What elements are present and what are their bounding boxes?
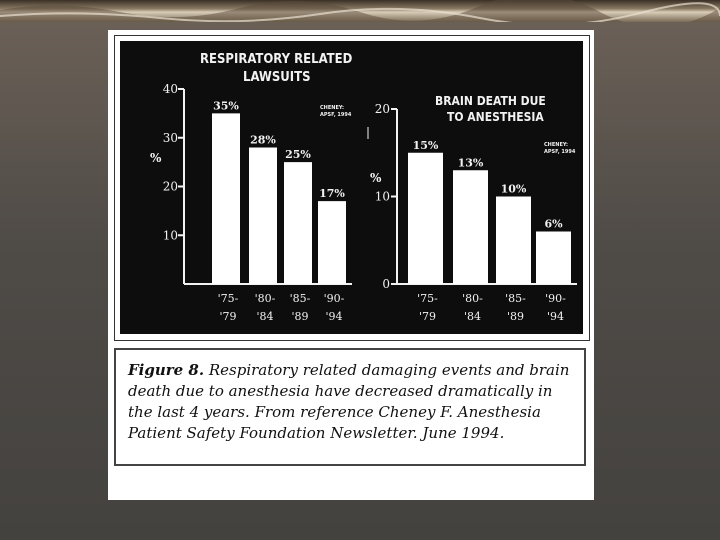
x-tick-label: '75- [417,292,438,305]
chart-title-line: TO ANESTHESIA [447,110,544,124]
bar [249,148,277,285]
chart-frame [114,35,590,341]
x-tick-label: '90- [545,292,566,305]
x-tick-label: '75- [217,292,239,305]
bar-value-label: 15% [412,138,439,152]
decorative-banner [0,0,720,22]
bar-value-label: 28% [250,133,276,147]
bar [496,197,531,285]
chart-title-line: LAWSUITS [243,70,311,85]
bar-value-label: 6% [544,217,563,231]
bar-value-label: 25% [285,148,311,162]
y-tick-label: 20 [374,102,390,116]
x-tick-label: '84 [256,310,274,323]
banner-texture [0,0,720,22]
bar-value-label: 17% [319,187,345,201]
source-note: CHENEY: [320,105,345,111]
x-tick-label: '79 [219,310,237,323]
bar [212,113,240,284]
slide-figure-card [108,30,594,500]
y-tick-label: 40 [162,82,178,96]
caption-text: Respiratory related damaging events and brain death due to anesthesia have decreased dramatically in the last 4 years. From reference Cheney F. Anesthesia Patient Safety Foundation Newsletter. June 1994. [128,361,570,442]
bar [408,153,443,284]
y-tick-label: 30 [162,130,178,145]
x-tick-label: '90- [323,292,345,305]
x-tick-label: '89 [291,310,309,323]
bar-value-label: 35% [213,99,239,113]
chart-title-line: BRAIN DEATH DUE [435,94,546,108]
bar [284,162,312,284]
bar [536,232,571,285]
y-axis-label: % [370,171,382,185]
y-tick-label: 0 [382,277,390,291]
x-tick-label: '79 [418,310,437,323]
caption-figure-label: Figure 8. [128,361,205,379]
chart-panel [120,41,583,334]
x-tick-label: '89 [506,310,525,323]
x-tick-label: '94 [325,310,343,323]
bar [453,170,488,284]
x-tick-label: '94 [546,310,565,323]
source-note: APSF, 1994 [320,112,352,118]
y-tick-label: 10 [374,189,390,204]
bar-value-label: 13% [457,156,484,170]
bar [318,201,346,284]
x-tick-label: '80- [462,292,483,305]
charts-svg [120,41,583,334]
x-tick-label: '85- [505,292,526,305]
y-axis-label: % [150,151,162,165]
x-tick-label: '85- [289,292,311,305]
figure-caption [114,348,586,466]
source-note: CHENEY: [544,142,569,148]
y-tick-label: 20 [162,179,178,194]
x-tick-label: '84 [463,310,482,323]
x-tick-label: '80- [254,292,276,305]
source-note: APSF, 1994 [544,149,576,155]
y-tick-label: 10 [162,228,178,243]
chart-title-line: RESPIRATORY RELATED [200,52,353,67]
bar-value-label: 10% [500,182,527,196]
